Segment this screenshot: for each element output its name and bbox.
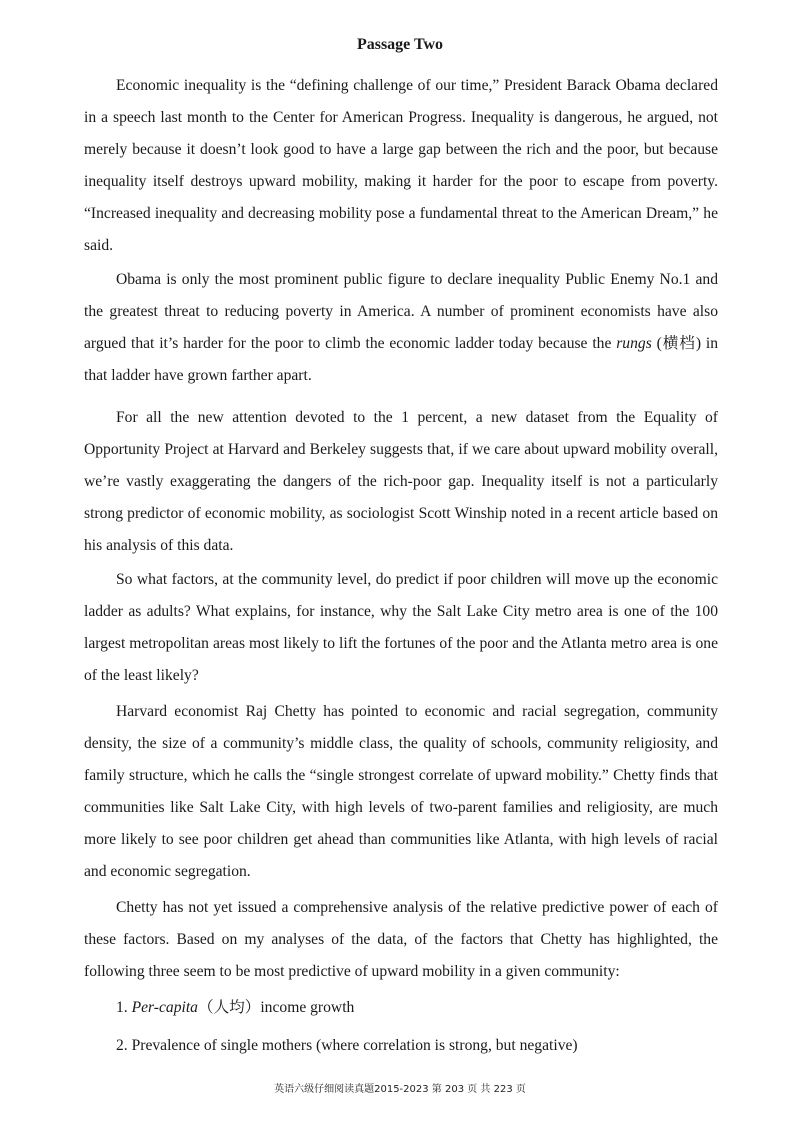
list-item-1-text: （人均）income growth <box>197 999 355 1016</box>
list-item-2: 2. Prevalence of single mothers (where correlation is strong, but negative) <box>116 1037 578 1054</box>
paragraph-6: Chetty has not yet issued a comprehensive analysis of the relative predictive power of each of these factors. Based on my analyses of the data, of the factors that Chetty has highlighted, the following three seem to be most predictive of upward mobility in a given community: <box>84 899 718 980</box>
paragraph-4: So what factors, at the community level, do predict if poor children will move up the economic ladder as adults? What explains, for instance, why the Salt Lake City metro area is one of the 100 largest metropolitan areas most likely to lift the fortunes of the poor and the Atlanta metro area is one of the least likely? <box>84 571 718 684</box>
list-item-1 <box>84 992 750 1024</box>
page-footer: 英语六级仔细阅读真题2015-2023 第 203 页 共 223 页 <box>274 1084 526 1095</box>
passage-title: Passage Two <box>356 36 444 53</box>
paragraph-1: Economic inequality is the “defining challenge of our time,” President Barack Obama declared in a speech last month to the Center for American Progress. Inequality is dangerous, he argued, not merely because it doesn’t look good to have a large gap between the rich and the poor, but because inequality itself destroys upward mobility, making it harder for the poor to escape from poverty. “Increased inequality and decreasing mobility pose a fundamental threat to the American Dream,” he said. <box>84 77 718 254</box>
paragraph-3: For all the new attention devoted to the 1 percent, a new dataset from the Equality of Opportunity Project at Harvard and Berkeley suggests that, if we care about upward mobility overall, we’re vastly exaggerating the dangers of the rich-poor gap. Inequality itself is not a particularly strong predictor of economic mobility, as sociologist Scott Winship noted in a recent article based on his analysis of this data. <box>84 409 718 554</box>
list-item-1-italic: Per-capita <box>131 999 198 1016</box>
list-item-1-number: 1. <box>116 999 132 1016</box>
paragraph-2-text-a: Obama is only the most prominent public figure to declare inequality Public Enemy No.1 and the greatest threat to reducing poverty in America. A number of prominent economists have also argued that it’s harder for the poor to climb the economic ladder today because the <box>84 271 718 352</box>
paragraph-2-text-b: (横档) in that ladder have grown farther apart. <box>84 335 718 384</box>
paragraph-2-italic-rungs: rungs <box>616 335 652 352</box>
paragraph-5: Harvard economist Raj Chetty has pointed to economic and racial segregation, community density, the size of a community’s middle class, the quality of schools, community religiosity, and family structure, which he calls the “single strongest correlate of upward mobility.” Chetty finds that communities like Salt Lake City, with high levels of two-parent families and religiosity, are much more likely to see poor children get ahead than communities like Atlanta, with high levels of racial and economic segregation. <box>84 703 718 880</box>
paragraph-2 <box>84 264 718 392</box>
